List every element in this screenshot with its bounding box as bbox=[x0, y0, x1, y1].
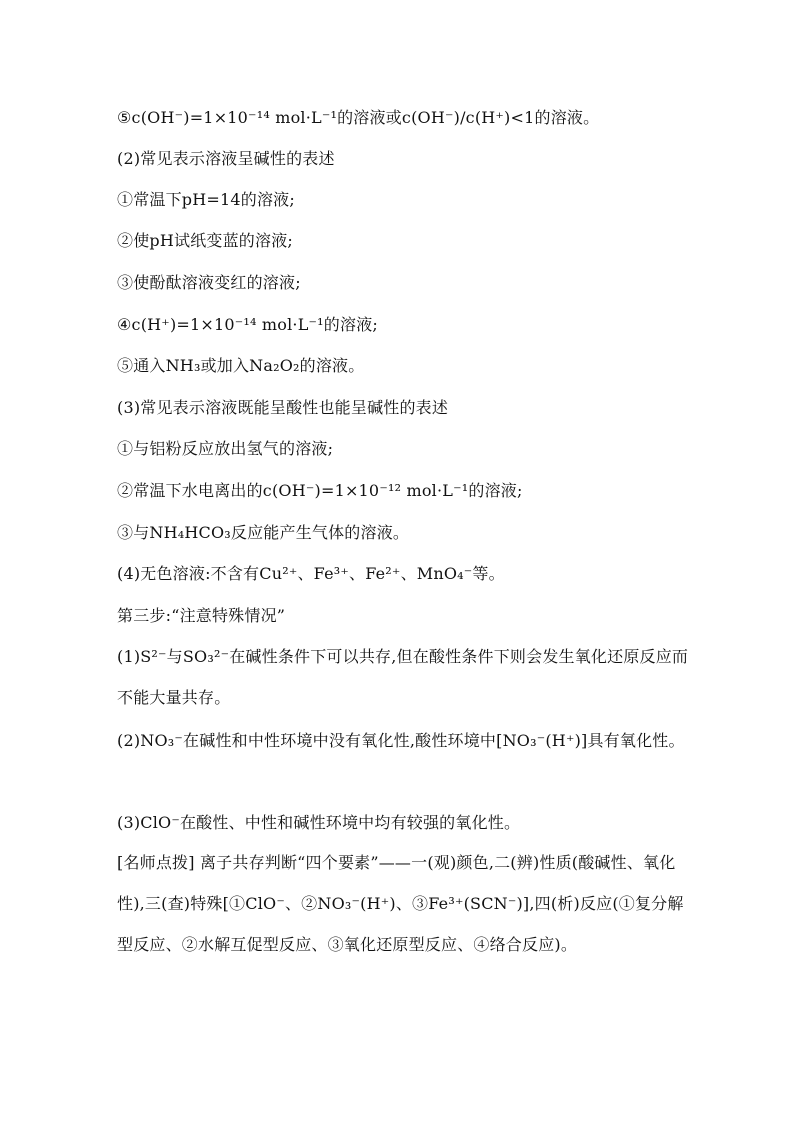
text-line-8: (3)常见表示溶液既能呈酸性也能呈碱性的表述 bbox=[117, 398, 449, 417]
text-line-7: ⑤通入NH₃或加入Na₂O₂的溶液。 bbox=[117, 356, 365, 375]
text-line-special-3: (3)ClO⁻在酸性、中性和碱性环境中均有较强的氧化性。 bbox=[117, 813, 521, 832]
paragraph-special-1: (1)S²⁻与SO₃²⁻在碱性条件下可以共存,但在酸性条件下则会发生氧化还原反应而不能大量共存。 bbox=[117, 647, 689, 707]
text-line-9: ①与铝粉反应放出氢气的溶液; bbox=[117, 439, 334, 458]
text-line-11: ③与NH₄HCO₃反应能产生气体的溶液。 bbox=[117, 523, 410, 542]
paragraph-special-2: (2)NO₃⁻在碱性和中性环境中没有氧化性,酸性环境中[NO₃⁻(H⁺)]具有氧化性。 bbox=[117, 731, 685, 750]
text-line-4: ②使pH试纸变蓝的溶液; bbox=[117, 231, 293, 250]
text-line-3: ①常温下pH=14的溶液; bbox=[117, 190, 295, 209]
text-line-1: ⑤c(OH⁻)=1×10⁻¹⁴ mol·L⁻¹的溶液或c(OH⁻)/c(H⁺)<1的溶液。 bbox=[117, 108, 600, 127]
text-line-10: ②常温下水电离出的c(OH⁻)=1×10⁻¹² mol·L⁻¹的溶液; bbox=[117, 481, 523, 500]
text-line-6: ④c(H⁺)=1×10⁻¹⁴ mol·L⁻¹的溶液; bbox=[117, 315, 378, 334]
text-line-2: (2)常见表示溶液呈碱性的表述 bbox=[117, 149, 335, 168]
text-line-13: 第三步:“注意特殊情况” bbox=[117, 606, 286, 625]
text-line-12: (4)无色溶液:不含有Cu²⁺、Fe³⁺、Fe²⁺、MnO₄⁻等。 bbox=[117, 564, 505, 583]
tip-paragraph: [名师点拨] 离子共存判断“四个要素”——一(观)颜色,二(辨)性质(酸碱性、氧化性),三(查)特殊[①ClO⁻、②NO₃⁻(H⁺)、③Fe³⁺(SCN⁻)],四(析)反应(①复分解型反应、②水解互促型反应、③氧化还原型反应、④络合反应)。 bbox=[117, 853, 684, 954]
text-line-5: ③使酚酞溶液变红的溶液; bbox=[117, 273, 301, 292]
